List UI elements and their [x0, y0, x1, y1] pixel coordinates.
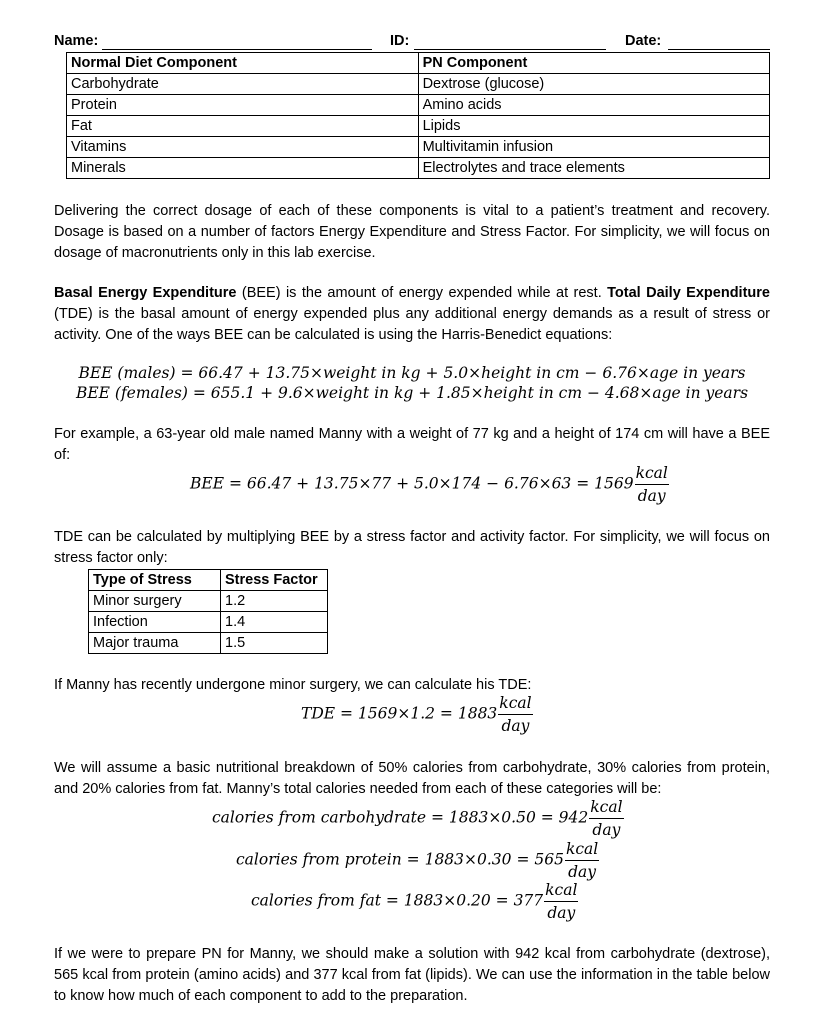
table-header-row	[89, 570, 328, 591]
paragraph-tde-intro: TDE can be calculated by multiplying BEE by a stress factor and activity factor. For simplicity, we will focus on stress factor only:	[54, 529, 770, 566]
equation-calories-fat	[251, 879, 578, 924]
paragraph-dosage-intro: Delivering the correct dosage of each of these components is vital to a patient’s treatment and recovery. Dosage is based on a number of factors Energy Expenditure and Stress Factor. For simplicity, we will focus on dosage of macronutrients only in this lab exercise.	[54, 203, 770, 261]
table-cell: Electrolytes and trace elements	[418, 158, 769, 179]
unit-denominator: day	[547, 904, 576, 922]
table-cell: Multivitamin infusion	[418, 137, 769, 158]
table-header-cell: Normal Diet Component	[67, 53, 419, 74]
name-label: Name:	[54, 33, 99, 49]
equation-bee-females	[54, 384, 770, 402]
table-row	[67, 74, 770, 95]
id-field[interactable]	[414, 49, 606, 50]
table-cell: Protein	[67, 95, 419, 116]
equation-text: calories from protein = 1883×0.30 = 565	[236, 850, 564, 869]
unit-denominator: day	[501, 717, 530, 735]
table-row	[89, 612, 328, 633]
table-cell: Vitamins	[67, 137, 419, 158]
table-row	[89, 591, 328, 612]
tde-term: Total Daily Expenditure	[607, 285, 770, 301]
paragraph-example-intro: For example, a 63-year old male named Manny with a weight of 77 kg and a height of 174 cm will have a BEE of:	[54, 426, 770, 463]
table-header-cell: Type of Stress	[89, 570, 221, 591]
equation-rhs: 66.47 + 13.75×weight in kg + 5.0×height in cm − 6.76×age in years	[198, 364, 746, 382]
unit-fraction	[498, 692, 532, 737]
equation-bee-males	[54, 364, 770, 382]
equation-text: BEE = 66.47 + 13.75×77 + 5.0×174 − 6.76×63 = 1569	[190, 474, 634, 493]
table-row	[67, 116, 770, 137]
table-cell: Infection	[89, 612, 221, 633]
unit-numerator: kcal	[635, 462, 669, 485]
equation-text: calories from carbohydrate = 1883×0.50 = 942	[212, 808, 589, 827]
equation-rhs: 655.1 + 9.6×weight in kg + 1.85×height in cm − 4.68×age in years	[210, 384, 749, 402]
table-cell: Major trauma	[89, 633, 221, 654]
unit-numerator: kcal	[589, 796, 623, 819]
bee-text: (BEE) is the amount of energy expended while at rest.	[236, 285, 608, 301]
table-cell: 1.2	[221, 591, 328, 612]
table-cell: 1.5	[221, 633, 328, 654]
unit-denominator: day	[592, 821, 621, 839]
paragraph-nutrition-breakdown: We will assume a basic nutritional breakdown of 50% calories from carbohydrate, 30% calories from protein, and 20% calories from fat. Manny’s total calories needed from each of these categories will be:	[54, 760, 770, 797]
paragraph-pn-preparation: If we were to prepare PN for Manny, we should make a solution with 942 kcal from carbohydrate (dextrose), 565 kcal from protein (amino acids) and 377 kcal from fat (lipids). We can use the information in the table below to know how much of each component to add to the preparation.	[54, 946, 770, 1004]
table-row	[67, 95, 770, 116]
table-cell: Carbohydrate	[67, 74, 419, 95]
name-field[interactable]	[102, 49, 372, 50]
table-row	[67, 158, 770, 179]
paragraph-bee-definition	[54, 283, 770, 346]
equation-bee-example	[190, 462, 669, 507]
unit-numerator: kcal	[544, 879, 578, 902]
worksheet-header	[54, 33, 770, 53]
unit-fraction	[589, 796, 623, 841]
date-field[interactable]	[668, 49, 770, 50]
equation-calories-carbohydrate	[212, 796, 624, 841]
equation-text: calories from fat = 1883×0.20 = 377	[251, 891, 544, 910]
unit-numerator: kcal	[565, 838, 599, 861]
table-row	[89, 633, 328, 654]
equation-lhs: BEE (females) =	[75, 384, 206, 402]
table-cell: 1.4	[221, 612, 328, 633]
unit-denominator: day	[568, 863, 597, 881]
paragraph-tde-example-intro: If Manny has recently undergone minor surgery, we can calculate his TDE:	[54, 677, 532, 693]
equation-calories-protein	[236, 838, 599, 883]
unit-fraction	[565, 838, 599, 883]
id-label: ID:	[390, 33, 410, 49]
date-label: Date:	[625, 33, 662, 49]
unit-fraction	[635, 462, 669, 507]
components-table	[66, 52, 770, 179]
table-row	[67, 137, 770, 158]
table-header-cell: PN Component	[418, 53, 769, 74]
table-cell: Lipids	[418, 116, 769, 137]
unit-numerator: kcal	[498, 692, 532, 715]
table-cell: Amino acids	[418, 95, 769, 116]
table-cell: Dextrose (glucose)	[418, 74, 769, 95]
equation-text: TDE = 1569×1.2 = 1883	[301, 704, 498, 723]
unit-denominator: day	[637, 487, 666, 505]
table-cell: Fat	[67, 116, 419, 137]
table-cell: Minor surgery	[89, 591, 221, 612]
equation-lhs: BEE (males) =	[78, 364, 194, 382]
stress-factor-table	[88, 569, 328, 654]
equation-tde-example	[301, 692, 533, 737]
table-header-row	[67, 53, 770, 74]
bee-term: Basal Energy Expenditure	[54, 285, 237, 301]
tde-text: (TDE) is the basal amount of energy expended plus any additional energy demands as a result of stress or activity. One of the ways BEE can be calculated is using the Harris-Benedict equations:	[54, 306, 770, 343]
table-cell: Minerals	[67, 158, 419, 179]
table-header-cell: Stress Factor	[221, 570, 328, 591]
unit-fraction	[544, 879, 578, 924]
